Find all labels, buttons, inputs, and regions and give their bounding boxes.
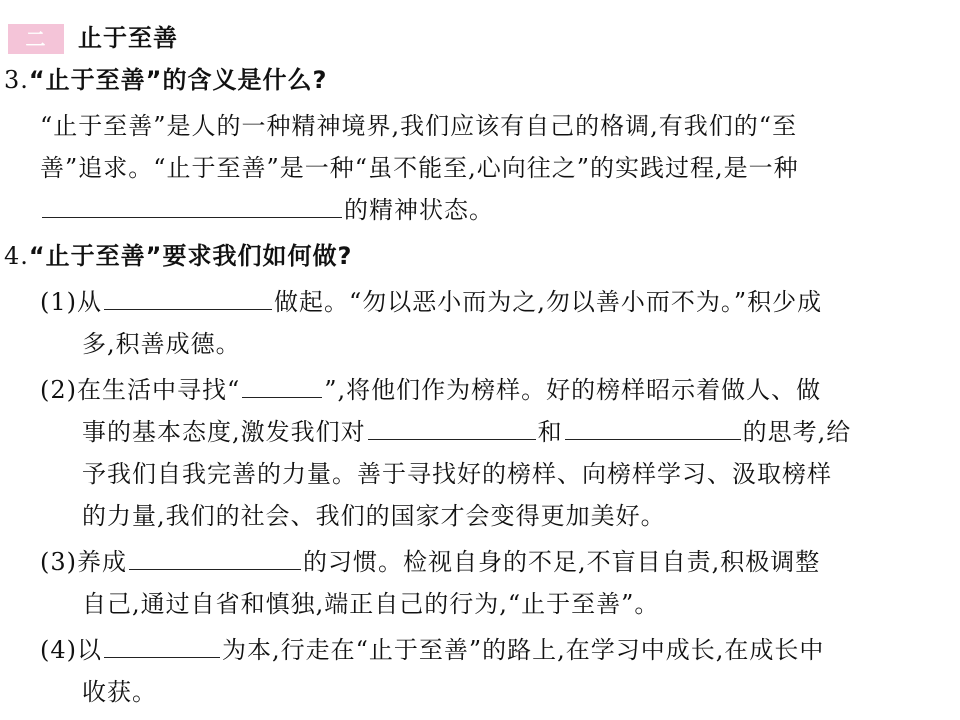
answer-4-1-blank[interactable] — [104, 283, 272, 310]
answer-4-2-line-4: 的力量,我们的社会、我们的国家才会变得更加美好。 — [82, 502, 666, 530]
answer-3-line-3-text: 的精神状态。 — [344, 196, 494, 224]
answer-4-2-prefix: (2)在生活中寻找“ — [40, 376, 241, 404]
question-4-text: “止于至善”要求我们如何做? — [28, 242, 353, 270]
answer-4-1-line-2: 多,积善成德。 — [82, 330, 241, 358]
answer-4-1-prefix: (1)从 — [40, 288, 102, 316]
answer-4-3-text: 的习惯。检视自身的不足,不盲目自责,积极调整 — [303, 548, 821, 576]
answer-4-2-line-1 — [40, 370, 821, 410]
section-header — [8, 18, 178, 58]
question-3-heading — [4, 60, 327, 100]
answer-4-4-line-2: 收获。 — [82, 678, 157, 706]
answer-4-2-line-2 — [82, 412, 851, 452]
section-number-badge: 二 — [8, 24, 64, 54]
answer-4-2-line-3: 予我们自我完善的力量。善于寻找好的榜样、向榜样学习、汲取榜样 — [82, 460, 832, 488]
question-3-number: 3. — [4, 66, 29, 94]
answer-4-4-text: 为本,行走在“止于至善”的路上,在学习中成长,在成长中 — [222, 636, 825, 664]
answer-4-1-text: 做起。“勿以恶小而为之,勿以善小而不为。”积少成 — [274, 288, 823, 316]
answer-4-4-blank[interactable] — [104, 631, 220, 658]
answer-4-2-blank-2[interactable] — [368, 413, 536, 440]
answer-3-line-2: 善”追求。“止于至善”是一种“虽不能至,心向往之”的实践过程,是一种 — [40, 154, 799, 182]
answer-4-3-line-2: 自己,通过自省和慎独,端正自己的行为,“止于至善”。 — [82, 590, 660, 618]
section-title: 止于至善 — [78, 24, 178, 52]
question-4-number: 4. — [4, 242, 29, 270]
answer-4-1-line-1 — [40, 282, 822, 322]
question-3-text: “止于至善”的含义是什么? — [28, 66, 328, 94]
answer-4-2-text-1: ”,将他们作为榜样。好的榜样昭示着做人、做 — [324, 376, 822, 404]
answer-4-4-prefix: (4)以 — [40, 636, 102, 664]
answer-4-3-prefix: (3)养成 — [40, 548, 127, 576]
answer-4-2-text-2a: 事的基本态度,激发我们对 — [82, 418, 366, 446]
answer-4-2-blank-3[interactable] — [565, 413, 741, 440]
answer-3-line-1: “止于至善”是人的一种精神境界,我们应该有自己的格调,有我们的“至 — [40, 112, 798, 140]
answer-4-2-text-2b: 和 — [537, 418, 563, 446]
answer-4-4-line-1 — [40, 630, 824, 670]
answer-4-2-text-2c: 的思考,给 — [742, 418, 852, 446]
answer-4-3-blank[interactable] — [129, 543, 301, 570]
question-4-heading — [4, 236, 352, 276]
answer-3-line-3 — [40, 190, 494, 230]
answer-4-3-line-1 — [40, 542, 820, 582]
answer-4-2-blank-1[interactable] — [242, 371, 322, 398]
answer-3-blank[interactable] — [42, 191, 342, 218]
